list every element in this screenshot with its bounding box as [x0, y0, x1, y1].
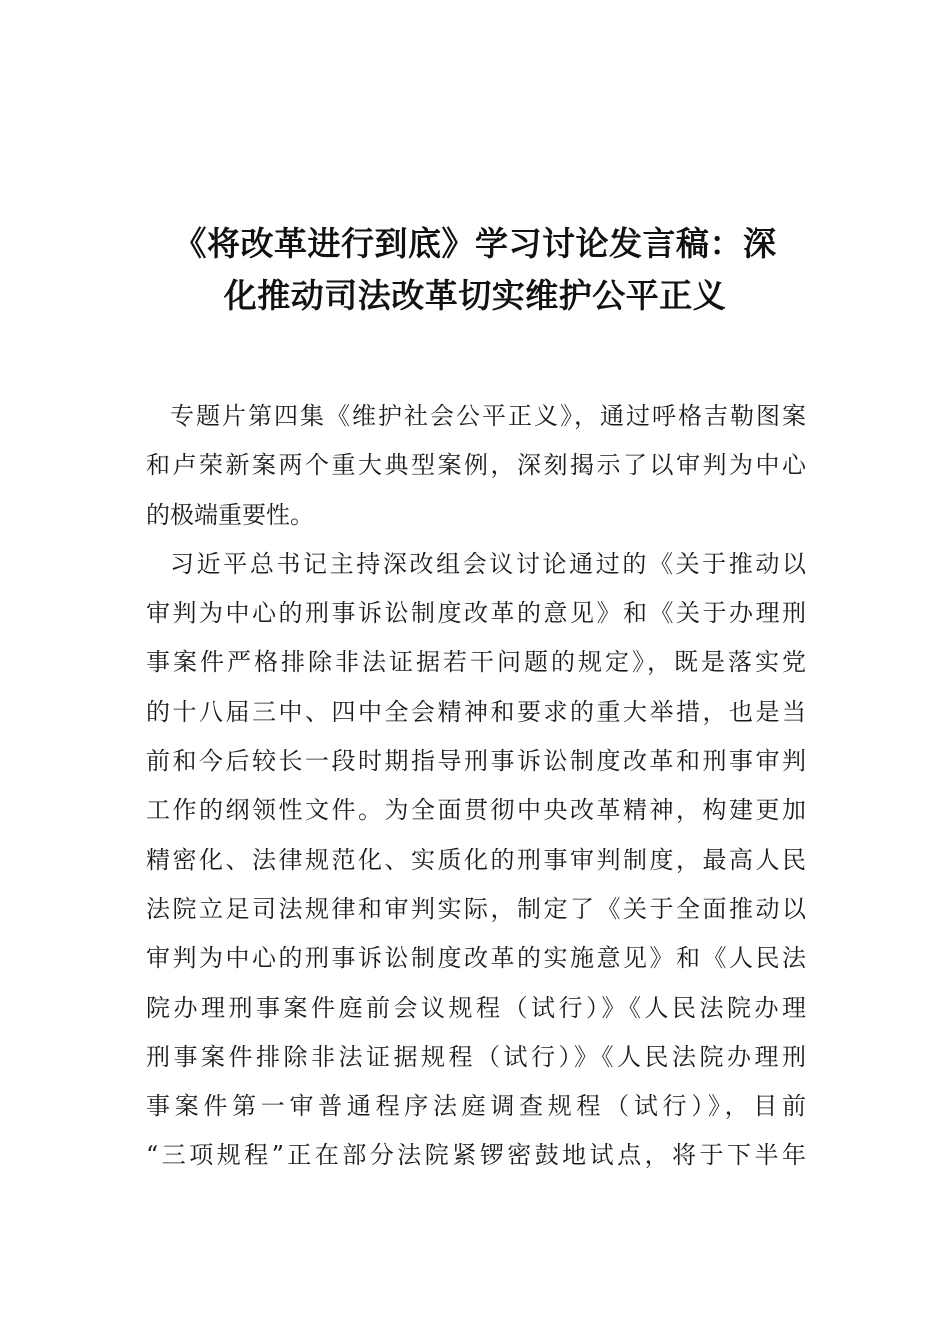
- document-title: [140, 218, 810, 322]
- paragraph-line: 的极端重要性。: [146, 500, 314, 529]
- paragraph-line: 习近平总书记主持深改组会议讨论通过的《关于推动以: [170, 549, 806, 578]
- title-line: 化推动司法改革切实维护公平正义: [223, 276, 727, 315]
- paragraph-line: 事案件严格排除非法证据若干问题的规定》，既是落实党: [146, 648, 806, 677]
- paragraph-line: “三项规程”正在部分法院紧锣密鼓地试点，将于下半年: [146, 1141, 806, 1170]
- paragraph: [146, 392, 806, 540]
- paragraph: [146, 540, 806, 1181]
- paragraph-line: 事案件第一审普通程序法庭调查规程（试行）》，目前: [146, 1092, 806, 1121]
- paragraph-line: 和卢荣新案两个重大典型案例，深刻揭示了以审判为中心: [146, 451, 806, 480]
- paragraph-line: 审判为中心的刑事诉讼制度改革的意见》和《关于办理刑: [146, 599, 806, 628]
- paragraph-line: 审判为中心的刑事诉讼制度改革的实施意见》和《人民法: [146, 944, 806, 973]
- paragraph-line: 的十八届三中、四中全会精神和要求的重大举措，也是当: [146, 697, 806, 726]
- paragraph-line: 前和今后较长一段时期指导刑事诉讼制度改革和刑事审判: [146, 747, 806, 776]
- paragraph-line: 工作的纲领性文件。为全面贯彻中央改革精神，构建更加: [146, 796, 806, 825]
- title-line: 《将改革进行到底》学习讨论发言稿：深: [173, 224, 777, 263]
- paragraph-line: 精密化、法律规范化、实质化的刑事审判制度，最高人民: [146, 845, 806, 874]
- paragraph-line: 院办理刑事案件庭前会议规程（试行）》《人民法院办理: [146, 993, 806, 1022]
- paragraph-line: 法院立足司法规律和审判实际，制定了《关于全面推动以: [146, 894, 806, 923]
- paragraph-line: 专题片第四集《维护社会公平正义》，通过呼格吉勒图案: [170, 402, 806, 430]
- document-body: [146, 392, 806, 1181]
- paragraph-line: 刑事案件排除非法证据规程（试行）》《人民法院办理刑: [146, 1042, 806, 1071]
